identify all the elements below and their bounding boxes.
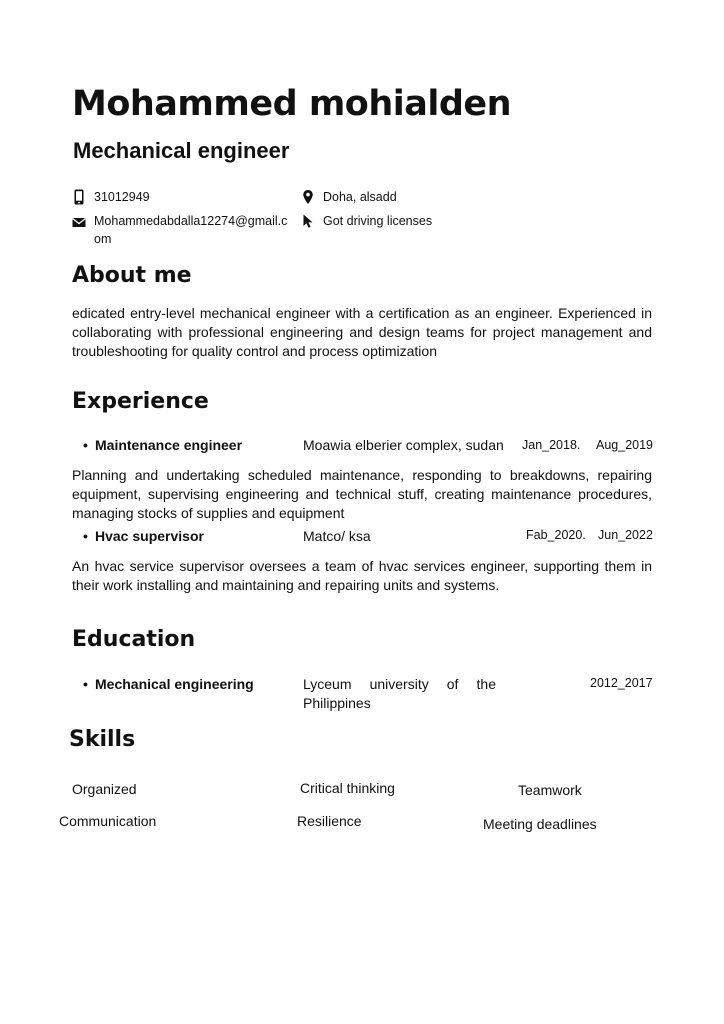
education-degree: • Mechanical engineering (95, 676, 254, 692)
education-years: 2012_2017 (590, 676, 653, 690)
email-icon (72, 215, 86, 231)
experience-role: • Hvac supervisor (95, 528, 204, 544)
experience-end-date: Aug_2019 (596, 438, 654, 452)
experience-company: Moawia elberier complex, sudan (303, 437, 504, 453)
experience-role: • Maintenance engineer (95, 437, 242, 453)
skills-heading: Skills (69, 727, 136, 752)
phone-icon (72, 189, 86, 205)
cursor-icon (301, 213, 315, 229)
skill-item: Organized (72, 781, 137, 797)
experience-start-date: Fab_2020. (526, 528, 586, 542)
experience-description: An hvac service supervisor oversees a team of hvac services engineer, supporting them in their work installing and maintaining and repairing units and systems. (72, 558, 652, 593)
resume-name: Mohammed mohialden (72, 84, 512, 124)
location-pin-icon (301, 189, 315, 205)
skill-item: Teamwork (518, 782, 582, 798)
phone-number: 31012949 (94, 190, 150, 204)
experience-start-date: Jan_2018. (522, 438, 581, 452)
about-heading: About me (72, 263, 192, 288)
experience-description: Planning and undertaking scheduled maintenance, responding to breakdowns, repairing equipment, supervising engineering and technical stuff, creating maintenance procedures, managing stocks of supplies and equipment (72, 467, 652, 521)
experience-end-date: Jun_2022 (598, 528, 653, 542)
experience-company: Matco/ ksa (303, 528, 371, 544)
location-text: Doha, alsadd (323, 190, 397, 204)
experience-heading: Experience (72, 389, 209, 414)
resume-job-title: Mechanical engineer (73, 138, 290, 163)
contact-driving (301, 212, 521, 230)
driving-license-text: Got driving licenses (323, 214, 433, 228)
email-address[interactable]: Mohammedabdalla12274@gmail.com (94, 214, 288, 246)
skill-item: Critical thinking (300, 780, 395, 796)
contact-phone (72, 188, 292, 206)
skill-item: Meeting deadlines (483, 816, 597, 832)
education-heading: Education (72, 627, 196, 652)
education-school: Lyceum university of the Philippines (303, 676, 496, 711)
contact-location (301, 188, 521, 206)
contact-email (72, 212, 296, 248)
about-text: edicated entry-level mechanical engineer with a certification as an engineer. Experienced in collaborating with professional engineering and design teams for project management and troubleshooting for quality control and process optimization (72, 305, 652, 359)
skill-item: Communication (59, 813, 157, 829)
skill-item: Resilience (297, 813, 362, 829)
